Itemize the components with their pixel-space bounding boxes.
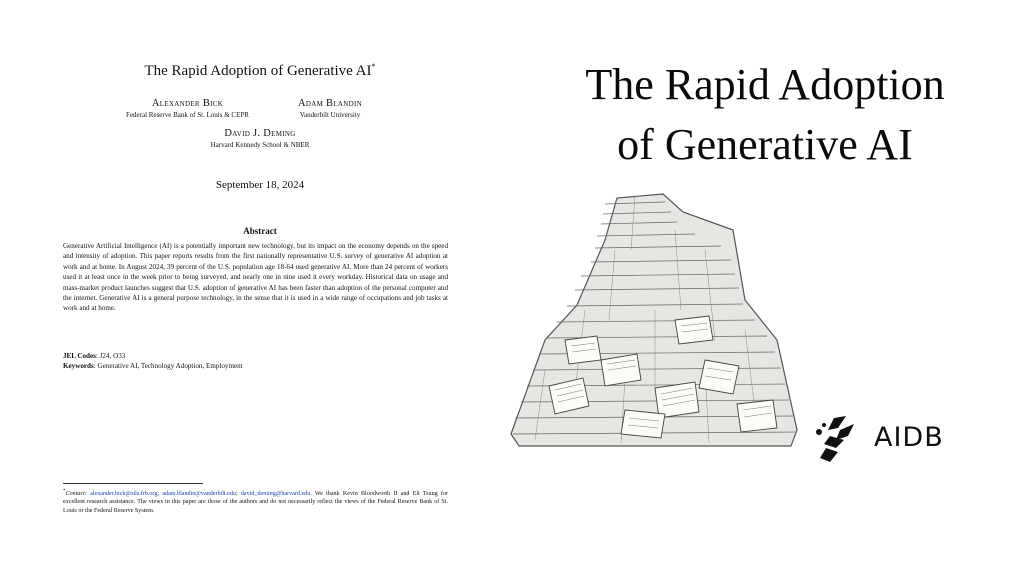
paper-title: The Rapid Adoption of Generative AI* xyxy=(144,62,376,79)
stack-of-papers-illustration xyxy=(505,190,805,460)
author-block xyxy=(280,98,380,119)
banner-title-line: of Generative AI xyxy=(617,120,913,169)
email-link[interactable]: alexander.bick@stls.frb.org xyxy=(90,491,158,498)
jel-codes: JEL Codes: J24, O33 xyxy=(63,352,126,360)
abstract-heading: Abstract xyxy=(243,226,277,236)
abstract-text: Generative Artificial Intelligence (AI) is a potentially important new technology, but its impact on the economy depends on the speed and intensity of adoption. This paper reports results from the first nationally representative U.S. survey of generative AI adoption at work and at home. In August 2024, 39 percent of the U.S. population age 18-64 used generative AI. More than 24 percent of workers used it at least once in the week prior to being surveyed, and nearly one in nine used it every workday. Historical data on usage and mass-market product launches suggest that U.S. adoption of generative AI has been faster than adoption of the personal computer and the internet. Generative AI is a general purpose technology, in the sense that it is used in a wide range of occupations and job tasks at work and at home. xyxy=(63,242,448,313)
paper-codes xyxy=(63,352,243,371)
email-link[interactable]: david_deming@harvard.edu xyxy=(240,491,311,498)
footnote-rule xyxy=(63,483,203,484)
author-block xyxy=(105,98,270,119)
aidb-bee-logo xyxy=(814,416,858,464)
paper-date: September 18, 2024 xyxy=(215,179,305,191)
author-affiliation: Harvard Kennedy School & NBER xyxy=(210,141,310,149)
author-block xyxy=(160,128,360,149)
aidb-logo-text: AIDB xyxy=(874,422,944,453)
email-link[interactable]: adam.blandin@vanderbilt.edu xyxy=(162,491,236,498)
author-name: David J. Deming xyxy=(224,128,296,139)
author-affiliation: Vanderbilt University xyxy=(299,111,361,119)
banner-title xyxy=(500,55,1024,175)
author-name: Alexander Bick xyxy=(151,98,224,109)
footnote: *Contact: alexander.bick@stls.frb.org; adam.blandin@vanderbilt.edu; david_deming@harvard.edu. We thank Kevin Bloodworth II and Eli Tsung for excellent research assistance. The views in this paper are those of the authors and do not necessarily reflect the views of the Federal Reserve Bank of St. Louis or the Federal Reserve System. xyxy=(63,488,448,514)
author-name: Adam Blandin xyxy=(298,98,362,109)
keywords: Keywords: Generative AI, Technology Adoption, Employment xyxy=(63,361,243,370)
banner-title-line: The Rapid Adoption xyxy=(585,60,945,109)
author-affiliation: Federal Reserve Bank of St. Louis & CEPR xyxy=(126,111,249,119)
